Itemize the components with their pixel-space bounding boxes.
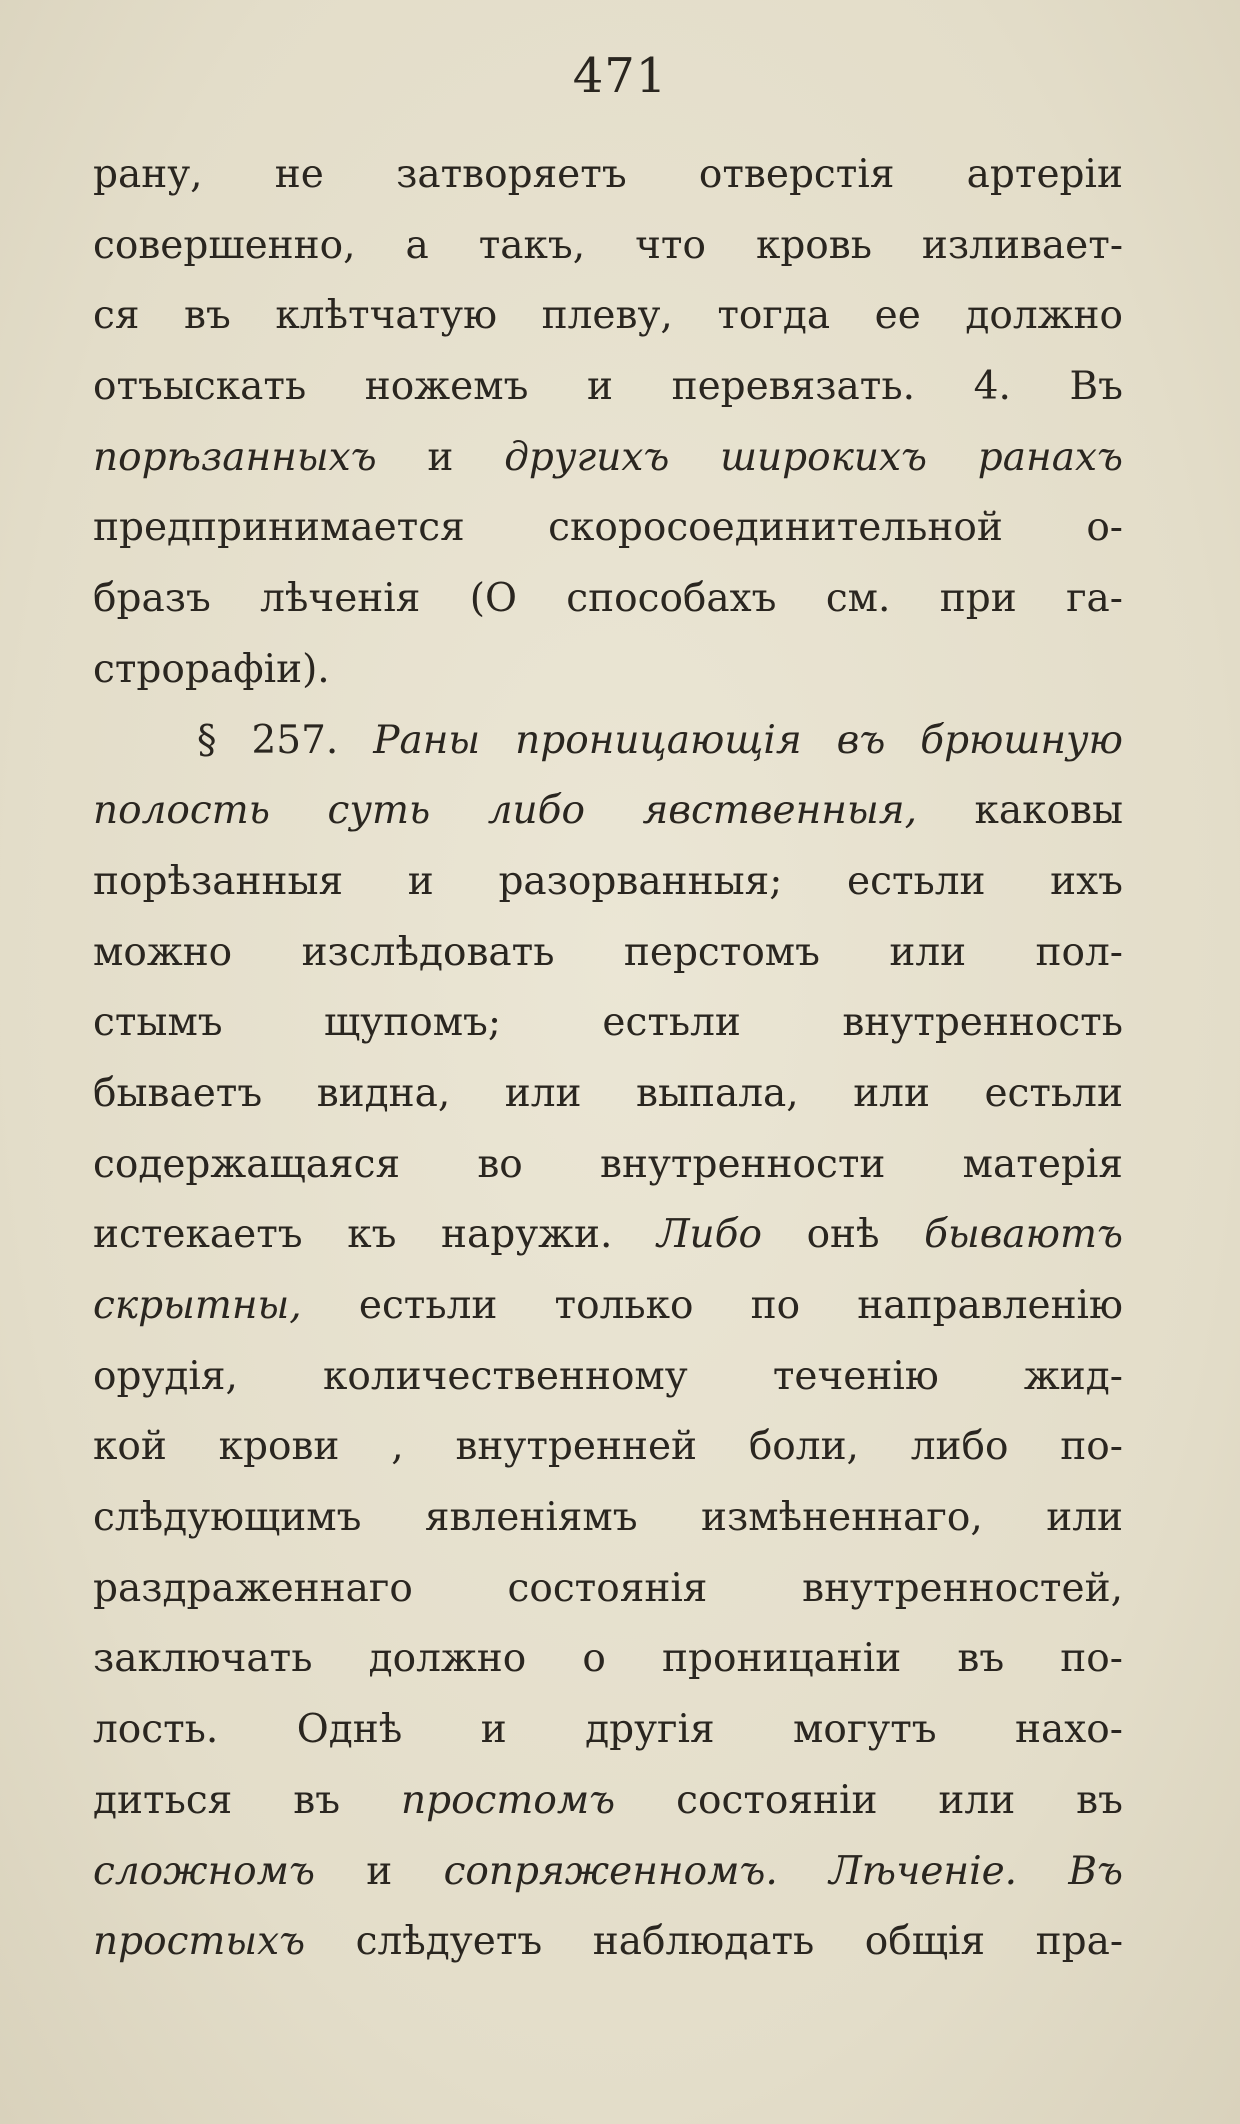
word: или [1046,1495,1123,1541]
word: полость [93,788,270,834]
text-line [93,564,1123,635]
word: рану, [93,152,203,197]
word: въ [957,1636,1005,1682]
text-line [93,1412,1123,1483]
word: естьли [984,1070,1123,1116]
word: къ [347,1212,397,1258]
word: при [939,576,1017,622]
word: истекаетъ [93,1212,303,1258]
word: выпала, [636,1070,799,1116]
word: брюшную [920,717,1123,763]
word: другихъ [504,434,670,480]
word: теченію [772,1353,939,1399]
text-line [93,423,1123,494]
word: и [480,1707,507,1753]
word: содержащаяся [93,1141,401,1187]
word: изливает- [921,222,1123,268]
word: сложномъ [93,1848,315,1894]
word: Раны [373,717,481,763]
word: ее [874,293,921,339]
word: могутъ [793,1707,937,1753]
text-line [93,1483,1123,1554]
word: или [938,1777,1016,1823]
word: явленіямъ [424,1495,638,1541]
word: количественному [323,1353,688,1399]
text-line [93,1342,1123,1413]
word: затворяетъ [396,152,627,197]
word: и [427,434,454,480]
text-line [93,211,1123,282]
text-line [93,1624,1123,1695]
word: явственныя, [642,788,917,834]
word: состояніи [676,1777,878,1823]
word: по [750,1283,801,1328]
word: внутренней [455,1424,698,1470]
word: должно [368,1636,527,1682]
word: отверстія [698,152,895,197]
word: 4. [973,364,1011,410]
text-line [93,1200,1123,1271]
word: матерія [962,1141,1123,1187]
text-line [93,1271,1123,1342]
word: внутренностей, [802,1565,1123,1611]
word: орудія, [93,1353,238,1399]
word: нахо- [1015,1707,1123,1753]
word: Однѣ [296,1707,403,1753]
word: внутренности [600,1141,886,1187]
word: ся [93,293,140,339]
word: диться [93,1777,233,1823]
word: порѣзанныя [93,858,344,904]
text-line [93,1907,1123,1978]
word: по- [1060,1636,1123,1682]
word: сопряженномъ. [443,1848,778,1894]
word: (О [469,576,517,622]
word: внутренность [842,1000,1123,1046]
word: Либо [657,1212,762,1258]
word: ранахъ [977,434,1123,480]
word: естьли [602,1000,741,1046]
word: пол- [1035,929,1123,975]
word: лость. [93,1707,219,1753]
word: плеву, [541,293,673,339]
word: , [391,1424,404,1470]
word: порѣзанныхъ [93,434,377,480]
word: въ [1076,1777,1123,1823]
word: либо [910,1424,1009,1470]
word: тогда [717,293,831,339]
word: перевязать. [671,364,916,410]
word: ножемъ [364,364,529,410]
text-line [93,352,1123,423]
word: естьли [358,1283,498,1328]
word: или [853,1070,930,1116]
word: совершенно, [93,222,356,268]
word: 257. [251,717,339,763]
text-line [93,1059,1123,1130]
word: перстомъ [623,929,820,975]
word: заключать [93,1636,313,1682]
text-line [93,918,1123,989]
body-text [93,140,1123,1978]
word: клѣтчатую [275,293,498,339]
text-line [93,847,1123,918]
word: скрытны, [93,1283,302,1328]
word: боли, [748,1424,859,1470]
text-line [93,493,1123,564]
word: отъыскать [93,364,307,410]
word: разорванныя; [498,858,783,904]
word: строрафіи). [93,646,330,692]
text-line [93,281,1123,352]
word: ихъ [1050,858,1123,904]
word: такъ, [478,222,586,268]
word: жид- [1023,1353,1123,1399]
word: раздраженнаго [93,1565,413,1611]
word: не [274,152,324,197]
word: а [405,222,429,268]
word: бразъ [93,576,211,622]
text-line [93,988,1123,1059]
word: направленію [857,1283,1123,1328]
text-line [93,140,1123,211]
word: и [366,1848,393,1894]
word: способахъ [566,576,777,622]
word: скоросоединительной [548,505,1003,551]
word: простыхъ [93,1919,306,1965]
text-line [93,776,1123,847]
word: измѣненнаго, [701,1495,983,1541]
word: или [889,929,967,975]
word: и [587,364,613,410]
word: проницаніи [662,1636,902,1682]
text-line [93,1130,1123,1201]
word: кровь [755,222,872,268]
word: пра- [1035,1919,1123,1965]
word: о- [1086,505,1123,551]
word: наружи. [440,1212,613,1258]
text-line [93,1554,1123,1625]
word: по- [1060,1424,1123,1470]
word: артеріи [966,152,1123,197]
word: о [582,1636,606,1682]
word: крови [218,1424,340,1470]
word: онѣ [806,1212,880,1258]
word: состоянія [507,1565,708,1611]
word: простомъ [400,1777,616,1823]
word: въ [184,293,231,339]
word: наблюдать [592,1919,815,1965]
word: § [197,717,217,763]
word: бываютъ [924,1212,1123,1258]
word: кой [93,1424,167,1470]
text-line [93,1766,1123,1837]
word: въ [836,717,886,763]
word: и [407,858,434,904]
word: только [554,1283,694,1328]
word: естьли [847,858,986,904]
word: бываетъ [93,1070,263,1116]
word: Въ [1069,364,1123,410]
word: широкихъ [720,434,928,480]
word: га- [1066,576,1123,622]
text-line [93,706,1123,777]
word: во [477,1141,523,1187]
word: лѣченія [260,576,421,622]
word: предпринимается [93,505,465,551]
word: щупомъ; [324,1000,501,1046]
word: видна, [316,1070,451,1116]
word: см. [825,576,891,622]
word: слѣдующимъ [93,1495,362,1541]
word: или [504,1070,582,1116]
word: должно [965,293,1123,339]
text-line [93,635,1123,706]
word: слѣдуетъ [355,1919,543,1965]
word: въ [293,1777,341,1823]
word: Въ [1068,1848,1123,1894]
page-number: 471 [572,48,668,104]
word: изслѣдовать [301,929,555,975]
word: каковы [974,788,1123,834]
word: Лѣченіе. [829,1848,1018,1894]
word: другія [585,1707,715,1753]
word: стымъ [93,1000,223,1046]
word: что [635,222,706,268]
word: можно [93,929,233,975]
word: общія [864,1919,986,1965]
text-line [93,1837,1123,1908]
word: проницающія [515,717,802,763]
text-line [93,1695,1123,1766]
word: суть [327,788,431,834]
word: либо [487,788,585,834]
